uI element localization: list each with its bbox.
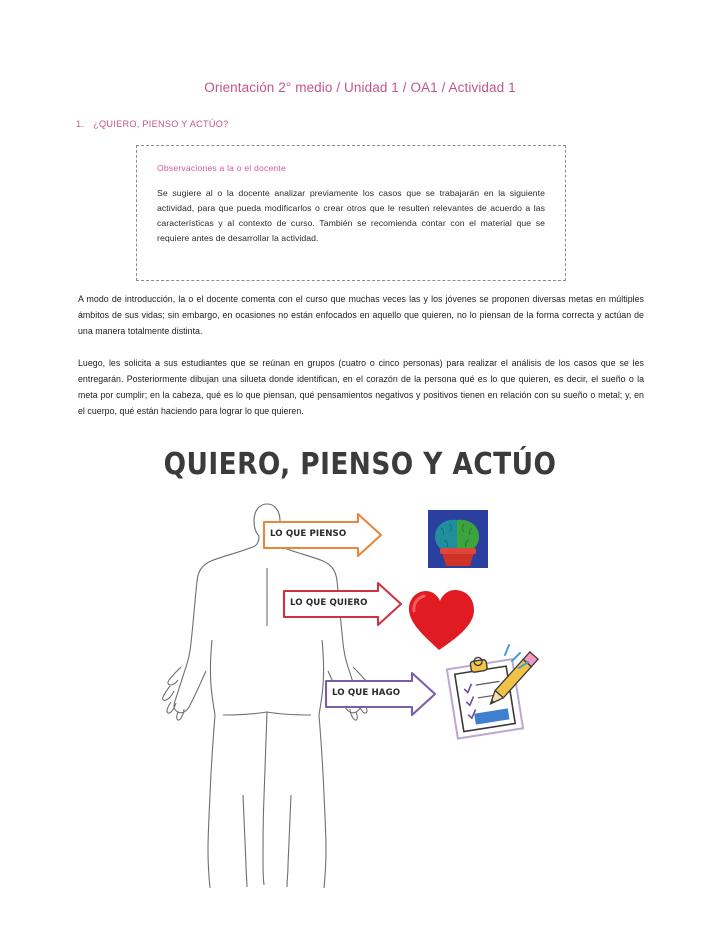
paragraph-group-work: Luego, les solicita a sus estudiantes que se reúnan en grupos (cuatro o cinco personas) para realizar el análisis de los casos que se les entregarán. Posteriormente dibujan una silueta donde identifican, en el corazón de la persona qué es lo que quieren, es decir, el sueño o la meta por cumplir; en la cabeza, qué es lo que piensan, qué pensamientos negativos y positivos tienen en relación con su sueño o metal; y, en el cuerpo, qué están haciendo para lograr lo que quieren. bbox=[78, 358, 644, 416]
clipboard-pencil-icon bbox=[446, 645, 538, 739]
paragraph-introduction: A modo de introducción, la o el docente comenta con el curso que muchas veces las y los jóvenes se proponen diversas metas en múltiples ámbitos de sus vidas; sin embargo, en ocasiones no están enfocados en aquello que quieren, no lo piensan de la forma correcta y actúan de una manera totalmente distinta. bbox=[78, 294, 644, 336]
brain-plant-icon bbox=[428, 510, 488, 568]
observations-text: Se sugiere al o la docente analizar previamente los casos que se trabajarán en la siguiente actividad, para que pueda modificarlos o crear otros que le resulten relevantes de acuerdo a las características y al contexto de curso. También se recomienda contar con el material que se requiere antes de desarrollar la actividad. bbox=[157, 188, 545, 243]
section-number: 1. bbox=[76, 119, 85, 129]
observations-title: Observaciones a la o el docente bbox=[157, 163, 286, 173]
heart-icon bbox=[409, 590, 474, 650]
label-lo-que-hago: LO QUE HAGO bbox=[332, 688, 401, 698]
section-title: ¿QUIERO, PIENSO Y ACTÚO? bbox=[93, 119, 229, 129]
label-lo-que-pienso: LO QUE PIENSO bbox=[270, 529, 347, 539]
figure-title: QUIERO, PIENSO Y ACTÚO bbox=[163, 447, 557, 482]
label-lo-que-quiero: LO QUE QUIERO bbox=[290, 598, 368, 608]
page-title: Orientación 2° medio / Unidad 1 / OA1 / Actividad 1 bbox=[204, 80, 516, 95]
